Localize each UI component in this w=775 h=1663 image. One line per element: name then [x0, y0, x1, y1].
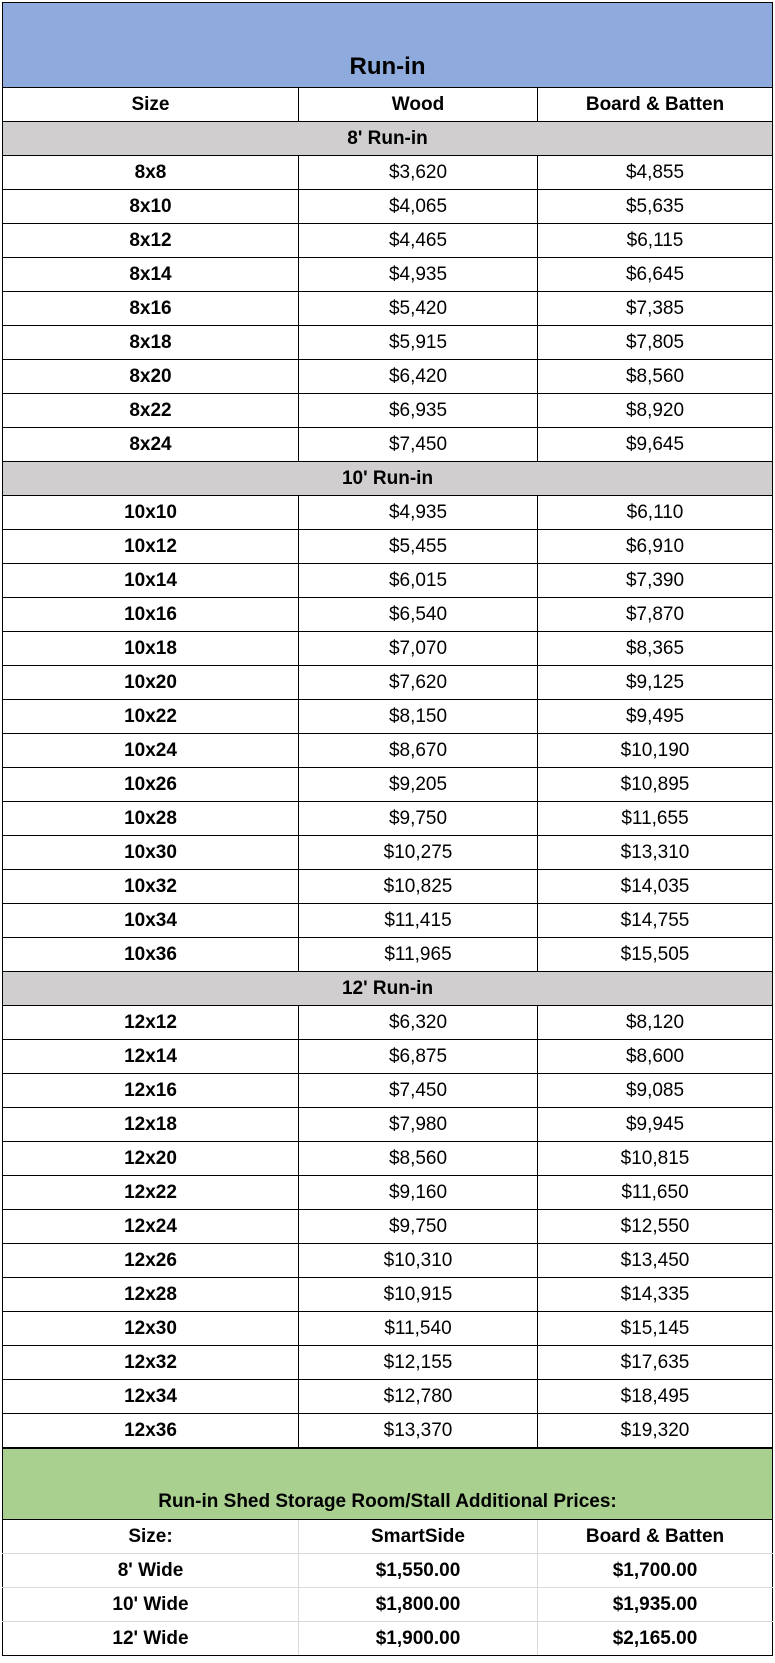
table-row	[3, 1142, 773, 1176]
table-row	[3, 938, 773, 972]
size-cell: 8x22	[3, 394, 299, 428]
header-size: Size	[3, 88, 299, 122]
size-cell: 12x18	[3, 1108, 299, 1142]
wood-price-cell: $12,780	[299, 1380, 538, 1414]
wood-price-cell: $4,935	[299, 258, 538, 292]
size-cell: 10x32	[3, 870, 299, 904]
size-cell: 10x18	[3, 632, 299, 666]
addon-header-size: Size:	[3, 1520, 299, 1554]
table-row	[3, 734, 773, 768]
board-batten-price-cell: $13,450	[538, 1244, 773, 1278]
table-row	[3, 904, 773, 938]
wood-price-cell: $7,450	[299, 428, 538, 462]
table-row	[3, 632, 773, 666]
board-batten-price-cell: $6,110	[538, 496, 773, 530]
table-row	[3, 870, 773, 904]
table-row	[3, 700, 773, 734]
size-cell: 8x24	[3, 428, 299, 462]
table-row	[3, 1312, 773, 1346]
addon-size-cell: 8' Wide	[3, 1554, 299, 1588]
table-row	[3, 1074, 773, 1108]
section-label: 8' Run-in	[3, 122, 773, 156]
board-batten-price-cell: $9,495	[538, 700, 773, 734]
addon-header-smartside: SmartSide	[299, 1520, 538, 1554]
addon-size-cell: 12' Wide	[3, 1622, 299, 1656]
board-batten-price-cell: $8,600	[538, 1040, 773, 1074]
board-batten-price-cell: $8,365	[538, 632, 773, 666]
addon-price-table	[2, 1448, 773, 1656]
wood-price-cell: $3,620	[299, 156, 538, 190]
size-cell: 10x22	[3, 700, 299, 734]
table-row	[3, 1040, 773, 1074]
board-batten-price-cell: $10,895	[538, 768, 773, 802]
addon-board-batten-cell: $2,165.00	[538, 1622, 773, 1656]
size-cell: 12x26	[3, 1244, 299, 1278]
size-cell: 10x12	[3, 530, 299, 564]
size-cell: 10x26	[3, 768, 299, 802]
table-row	[3, 564, 773, 598]
section-header	[3, 972, 773, 1006]
size-cell: 10x16	[3, 598, 299, 632]
table-row	[3, 666, 773, 700]
board-batten-price-cell: $13,310	[538, 836, 773, 870]
wood-price-cell: $9,750	[299, 802, 538, 836]
size-cell: 12x30	[3, 1312, 299, 1346]
size-cell: 10x14	[3, 564, 299, 598]
board-batten-price-cell: $9,085	[538, 1074, 773, 1108]
board-batten-price-cell: $15,145	[538, 1312, 773, 1346]
wood-price-cell: $5,915	[299, 326, 538, 360]
wood-price-cell: $9,750	[299, 1210, 538, 1244]
size-cell: 10x20	[3, 666, 299, 700]
size-cell: 12x34	[3, 1380, 299, 1414]
table-row	[3, 1346, 773, 1380]
board-batten-price-cell: $8,560	[538, 360, 773, 394]
table-row	[3, 802, 773, 836]
size-cell: 12x22	[3, 1176, 299, 1210]
wood-price-cell: $7,980	[299, 1108, 538, 1142]
size-cell: 8x18	[3, 326, 299, 360]
wood-price-cell: $8,670	[299, 734, 538, 768]
size-cell: 12x14	[3, 1040, 299, 1074]
addon-smartside-cell: $1,550.00	[299, 1554, 538, 1588]
column-headers	[3, 88, 773, 122]
wood-price-cell: $9,160	[299, 1176, 538, 1210]
wood-price-cell: $11,540	[299, 1312, 538, 1346]
table-row	[3, 326, 773, 360]
board-batten-price-cell: $11,650	[538, 1176, 773, 1210]
addon-row	[3, 1622, 773, 1656]
addon-smartside-cell: $1,800.00	[299, 1588, 538, 1622]
wood-price-cell: $6,875	[299, 1040, 538, 1074]
wood-price-cell: $7,070	[299, 632, 538, 666]
size-cell: 8x20	[3, 360, 299, 394]
addon-header-board-batten: Board & Batten	[538, 1520, 773, 1554]
wood-price-cell: $9,205	[299, 768, 538, 802]
size-cell: 8x16	[3, 292, 299, 326]
wood-price-cell: $5,455	[299, 530, 538, 564]
table-row	[3, 530, 773, 564]
board-batten-price-cell: $5,635	[538, 190, 773, 224]
size-cell: 10x28	[3, 802, 299, 836]
board-batten-price-cell: $17,635	[538, 1346, 773, 1380]
addon-board-batten-cell: $1,700.00	[538, 1554, 773, 1588]
section-label: 12' Run-in	[3, 972, 773, 1006]
board-batten-price-cell: $11,655	[538, 802, 773, 836]
addon-board-batten-cell: $1,935.00	[538, 1588, 773, 1622]
wood-price-cell: $6,320	[299, 1006, 538, 1040]
board-batten-price-cell: $7,385	[538, 292, 773, 326]
table-row	[3, 1380, 773, 1414]
wood-price-cell: $6,540	[299, 598, 538, 632]
size-cell: 10x10	[3, 496, 299, 530]
wood-price-cell: $10,275	[299, 836, 538, 870]
wood-price-cell: $6,015	[299, 564, 538, 598]
wood-price-cell: $7,620	[299, 666, 538, 700]
board-batten-price-cell: $18,495	[538, 1380, 773, 1414]
size-cell: 12x28	[3, 1278, 299, 1312]
section-header	[3, 122, 773, 156]
size-cell: 8x10	[3, 190, 299, 224]
wood-price-cell: $8,150	[299, 700, 538, 734]
table-row	[3, 190, 773, 224]
board-batten-price-cell: $8,920	[538, 394, 773, 428]
wood-price-cell: $13,370	[299, 1414, 538, 1448]
wood-price-cell: $4,065	[299, 190, 538, 224]
size-cell: 12x24	[3, 1210, 299, 1244]
size-cell: 10x34	[3, 904, 299, 938]
section-header	[3, 462, 773, 496]
size-cell: 8x8	[3, 156, 299, 190]
table-row	[3, 258, 773, 292]
table-row	[3, 292, 773, 326]
board-batten-price-cell: $6,115	[538, 224, 773, 258]
addon-row	[3, 1588, 773, 1622]
header-wood: Wood	[299, 88, 538, 122]
wood-price-cell: $4,935	[299, 496, 538, 530]
table-row	[3, 1210, 773, 1244]
header-board-batten: Board & Batten	[538, 88, 773, 122]
addon-size-cell: 10' Wide	[3, 1588, 299, 1622]
size-cell: 8x14	[3, 258, 299, 292]
wood-price-cell: $7,450	[299, 1074, 538, 1108]
board-batten-price-cell: $15,505	[538, 938, 773, 972]
wood-price-cell: $10,310	[299, 1244, 538, 1278]
wood-price-cell: $10,825	[299, 870, 538, 904]
size-cell: 10x30	[3, 836, 299, 870]
board-batten-price-cell: $7,390	[538, 564, 773, 598]
wood-price-cell: $11,965	[299, 938, 538, 972]
board-batten-price-cell: $12,550	[538, 1210, 773, 1244]
table-row	[3, 428, 773, 462]
wood-price-cell: $8,560	[299, 1142, 538, 1176]
size-cell: 10x24	[3, 734, 299, 768]
wood-price-cell: $4,465	[299, 224, 538, 258]
table-row	[3, 156, 773, 190]
addon-column-headers	[3, 1520, 773, 1554]
size-cell: 10x36	[3, 938, 299, 972]
table-row	[3, 598, 773, 632]
table-row	[3, 360, 773, 394]
table-row	[3, 1414, 773, 1448]
board-batten-price-cell: $8,120	[538, 1006, 773, 1040]
table-row	[3, 394, 773, 428]
size-cell: 8x12	[3, 224, 299, 258]
board-batten-price-cell: $9,645	[538, 428, 773, 462]
table-row	[3, 768, 773, 802]
board-batten-price-cell: $6,645	[538, 258, 773, 292]
wood-price-cell: $6,935	[299, 394, 538, 428]
board-batten-price-cell: $10,815	[538, 1142, 773, 1176]
board-batten-price-cell: $14,335	[538, 1278, 773, 1312]
size-cell: 12x12	[3, 1006, 299, 1040]
section-label: 10' Run-in	[3, 462, 773, 496]
wood-price-cell: $11,415	[299, 904, 538, 938]
board-batten-price-cell: $6,910	[538, 530, 773, 564]
board-batten-price-cell: $4,855	[538, 156, 773, 190]
wood-price-cell: $10,915	[299, 1278, 538, 1312]
size-cell: 12x32	[3, 1346, 299, 1380]
addon-title: Run-in Shed Storage Room/Stall Additional Prices:	[3, 1449, 773, 1520]
board-batten-price-cell: $7,870	[538, 598, 773, 632]
addon-row	[3, 1554, 773, 1588]
board-batten-price-cell: $14,035	[538, 870, 773, 904]
table-title: Run-in	[3, 3, 773, 88]
board-batten-price-cell: $10,190	[538, 734, 773, 768]
wood-price-cell: $5,420	[299, 292, 538, 326]
table-row	[3, 496, 773, 530]
table-row	[3, 1244, 773, 1278]
board-batten-price-cell: $19,320	[538, 1414, 773, 1448]
table-row	[3, 1278, 773, 1312]
table-row	[3, 224, 773, 258]
size-cell: 12x16	[3, 1074, 299, 1108]
addon-smartside-cell: $1,900.00	[299, 1622, 538, 1656]
run-in-price-table	[2, 2, 773, 1448]
size-cell: 12x20	[3, 1142, 299, 1176]
board-batten-price-cell: $7,805	[538, 326, 773, 360]
table-row	[3, 1108, 773, 1142]
price-sheet	[2, 2, 772, 1656]
board-batten-price-cell: $9,125	[538, 666, 773, 700]
board-batten-price-cell: $14,755	[538, 904, 773, 938]
table-row	[3, 1006, 773, 1040]
board-batten-price-cell: $9,945	[538, 1108, 773, 1142]
table-row	[3, 836, 773, 870]
wood-price-cell: $12,155	[299, 1346, 538, 1380]
size-cell: 12x36	[3, 1414, 299, 1448]
wood-price-cell: $6,420	[299, 360, 538, 394]
table-row	[3, 1176, 773, 1210]
